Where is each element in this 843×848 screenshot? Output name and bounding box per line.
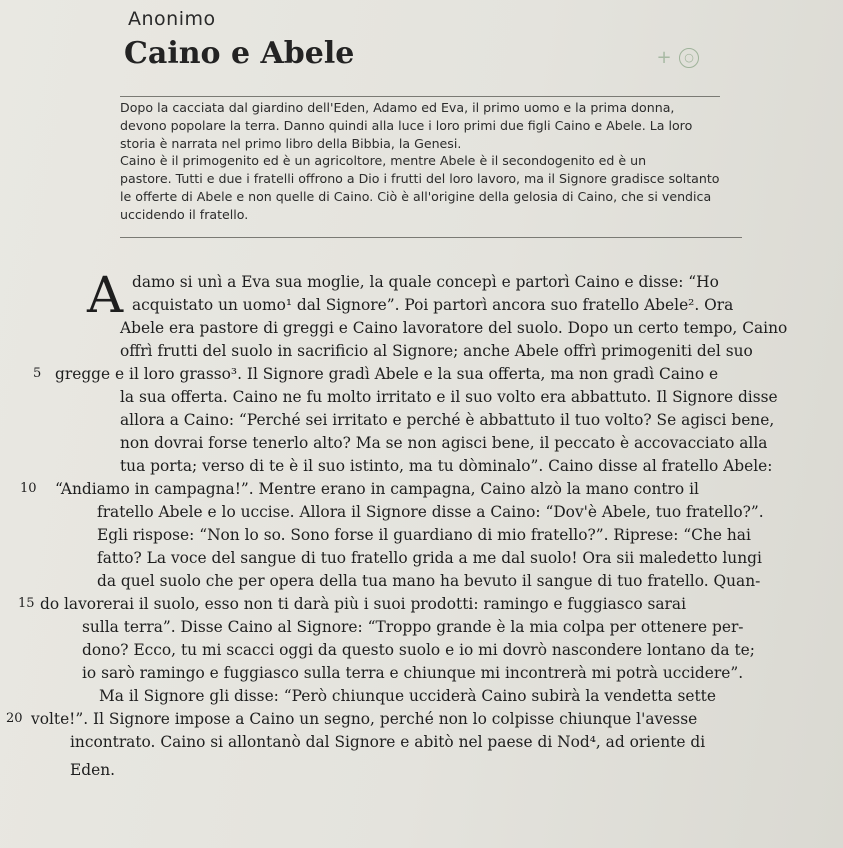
intro-line: pastore. Tutti e due i fratelli offrono a Dio i frutti del loro lavoro, ma il Signore gradisce soltanto xyxy=(120,171,720,187)
intro-line: le offerte di Abele e non quelle di Caino. Ciò è all'origine della gelosia di Caino, che si vendica xyxy=(120,188,712,204)
text-line: fatto? La voce del sangue di tuo fratello grida a me dal suolo! Ora sii maledetto lungi xyxy=(97,549,762,567)
intro-line: storia è narrata nel primo libro della Bibbia, la Genesi. xyxy=(120,135,462,151)
intro-line: uccidendo il fratello. xyxy=(120,206,249,222)
intro-box xyxy=(120,99,745,224)
text-line: io sarò ramingo e fuggiasco sulla terra e chiunque mi incontrerà mi potrà uccidere”. xyxy=(82,664,744,682)
text-line: non dovrai forse tenerlo alto? Ma se non agisci bene, il peccato è accovacciato alla xyxy=(120,434,768,452)
intro-line: Dopo la cacciata dal giardino dell'Eden, Adamo ed Eva, il primo uomo e la prima donna, xyxy=(120,100,675,115)
plus-sparkle-icon: + xyxy=(656,47,672,68)
text-line: fratello Abele e lo uccise. Allora il Signore disse a Caino: “Dov'è Abele, tuo fratello?”. xyxy=(97,503,764,521)
line-number: 5 xyxy=(33,366,42,381)
text-line: Egli rispose: “Non lo so. Sono forse il guardiano di mio fratello?”. Riprese: “Che hai xyxy=(97,526,751,544)
text-line: volte!”. Il Signore impose a Caino un segno, perché non lo colpisse chiunque l'avesse xyxy=(31,710,698,728)
top-divider xyxy=(120,96,720,97)
line-number: 15 xyxy=(18,596,35,611)
text-line: do lavorerai il suolo, esso non ti darà più i suoi prodotti: ramingo e fuggiasco sarai xyxy=(40,595,687,613)
page-title: Caino e Abele xyxy=(124,36,355,71)
intro-line: Caino è il primogenito ed è un agricoltore, mentre Abele è il secondogenito ed è un xyxy=(120,153,647,169)
intro-line: devono popolare la terra. Danno quindi alla luce i loro primi due figli Caino e Abele. La loro xyxy=(120,117,693,133)
text-line: tua porta; verso di te è il suo istinto, ma tu dòminalo”. Caino disse al fratello Abele: xyxy=(120,457,773,475)
text-line: Abele era pastore di greggi e Caino lavoratore del suolo. Dopo un certo tempo, Caino xyxy=(120,319,788,337)
text-line: dono? Ecco, tu mi scacci oggi da questo suolo e io mi dovrò nascondere lontano da te; xyxy=(82,641,755,659)
title-icons xyxy=(655,48,699,68)
line-number: 20 xyxy=(6,711,23,726)
text-line: acquistato un uomo¹ dal Signore”. Poi partorì ancora suo fratello Abele². Ora xyxy=(132,296,734,314)
author-name: Anonimo xyxy=(128,8,216,30)
text-line: Ma il Signore gli disse: “Però chiunque ucciderà Caino subirà la vendetta sette xyxy=(99,687,716,705)
text-line: damo si unì a Eva sua moglie, la quale concepì e partorì Caino e disse: “Ho xyxy=(132,273,719,291)
text-line: sulla terra”. Disse Caino al Signore: “Troppo grande è la mia colpa per ottenere per- xyxy=(82,618,744,636)
line-number: 10 xyxy=(20,481,37,496)
text-line: la sua offerta. Caino ne fu molto irritato e il suo volto era abbattuto. Il Signore disse xyxy=(120,388,778,406)
text-line: gregge e il loro grasso³. Il Signore gradì Abele e la sua offerta, ma non gradì Caino e xyxy=(55,365,719,383)
text-line: allora a Caino: “Perché sei irritato e perché è abbattuto il tuo volto? Se agisci bene, xyxy=(120,411,775,429)
text-line: incontrato. Caino si allontanò dal Signore e abitò nel paese di Nod⁴, ad oriente di xyxy=(70,733,706,751)
text-line: da quel suolo che per opera della tua mano ha bevuto il sangue di tuo fratello. Quan- xyxy=(97,572,761,590)
text-line: offrì frutti del suolo in sacrificio al Signore; anche Abele offrì primogeniti del suo xyxy=(120,342,753,360)
text-line: “Andiamo in campagna!”. Mentre erano in campagna, Caino alzò la mano contro il xyxy=(55,480,699,498)
text-line: Eden. xyxy=(70,761,115,779)
circle-badge-icon: ○ xyxy=(679,48,699,68)
bottom-divider xyxy=(120,237,742,238)
drop-cap: A xyxy=(87,266,124,324)
